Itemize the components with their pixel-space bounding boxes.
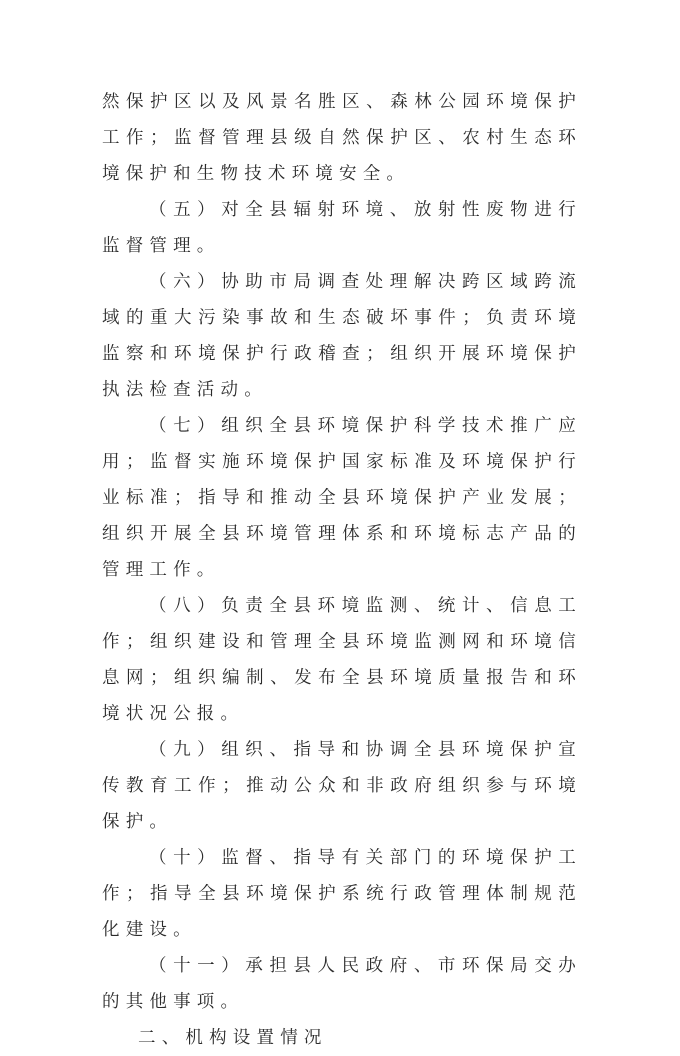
- paragraph-continuation: 然保护区以及风景名胜区、森林公园环境保护工作；监督管理县级自然保护区、农村生态环境保护和生物技术环境安全。: [102, 92, 582, 184]
- section-heading: 二、机构设置情况: [138, 1028, 328, 1048]
- paragraph-item-10: （十）监督、指导有关部门的环境保护工作；指导全县环境保护系统行政管理体制规范化建设。: [102, 848, 582, 940]
- paragraph-item-7: （七）组织全县环境保护科学技术推广应用；监督实施环境保护国家标准及环境保护行业标准；指导和推动全县环境保护产业发展；组织开展全县环境管理体系和环境标志产品的管理工作。: [102, 416, 582, 580]
- paragraph-item-9: （九）组织、指导和协调全县环境保护宣传教育工作；推动公众和非政府组织参与环境保护。: [102, 740, 582, 832]
- paragraph-item-5: （五）对全县辐射环境、放射性废物进行监督管理。: [102, 200, 582, 256]
- paragraph-item-6: （六）协助市局调查处理解决跨区域跨流域的重大污染事故和生态破坏事件；负责环境监察和环境保护行政稽查；组织开展环境保护执法检查活动。: [102, 272, 582, 400]
- paragraph-item-11: （十一）承担县人民政府、市环保局交办的其他事项。: [102, 956, 582, 1012]
- document-page: [102, 84, 582, 1056]
- paragraph-item-8: （八）负责全县环境监测、统计、信息工作；组织建设和管理全县环境监测网和环境信息网；组织编制、发布全县环境质量报告和环境状况公报。: [102, 596, 582, 724]
